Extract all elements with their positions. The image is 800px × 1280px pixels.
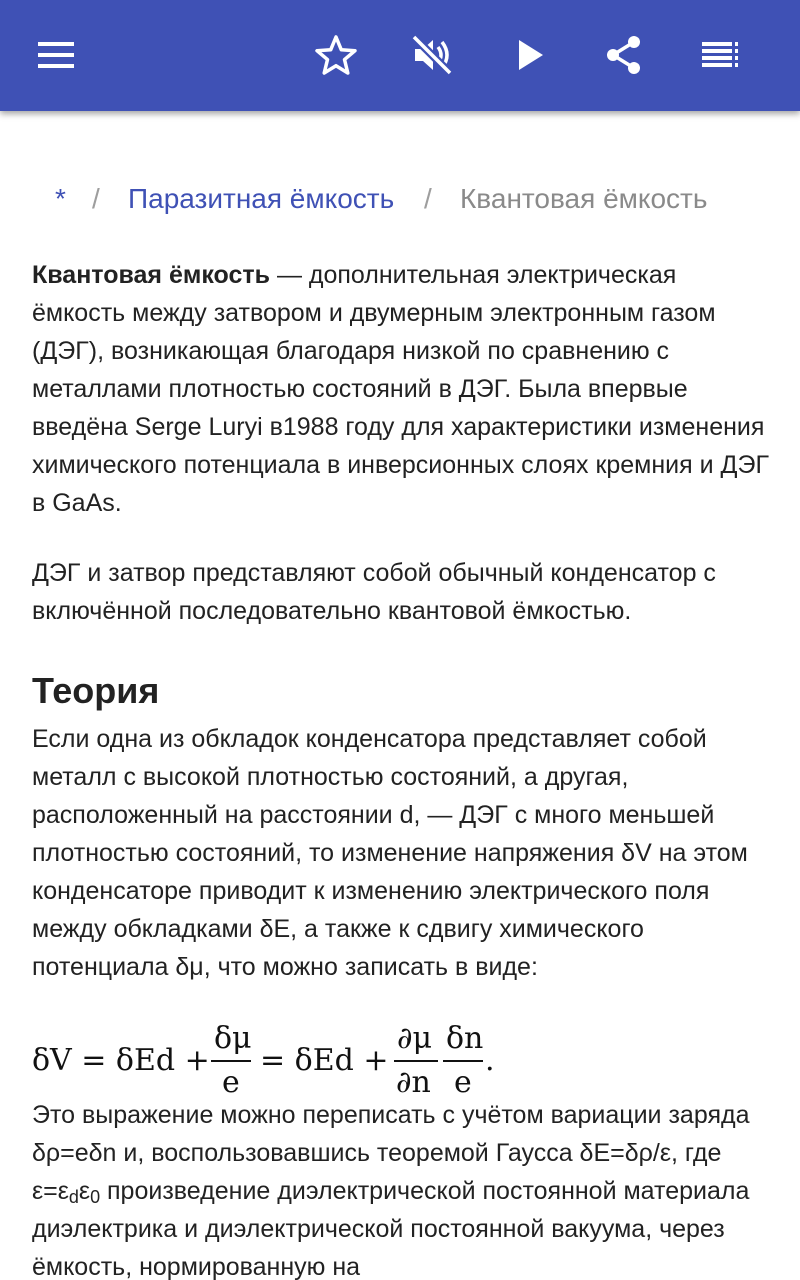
mute-button[interactable] xyxy=(404,27,460,83)
share-icon xyxy=(603,34,645,76)
section-heading: Теория xyxy=(32,670,160,711)
article-term: Квантовая ёмкость xyxy=(32,261,271,289)
intro-paragraph xyxy=(32,256,772,522)
intro-text-rest: ёмкость между затвором и двумерным электронным газом (ДЭГ), возникающая благодаря низкой по сравнению с металлами плотностью состояний в ДЭГ. Была впервые введёна Serge Luryi в1988 году для характеристики изменения химического потенциала в инверсионных слоях кремния и ДЭГ в GaAs. xyxy=(32,299,769,517)
star-icon xyxy=(315,34,357,76)
formula-numerator: ∂μ xyxy=(397,1021,433,1056)
breadcrumb-separator: / xyxy=(424,183,432,214)
breadcrumb xyxy=(0,179,800,219)
breadcrumb-home-link[interactable]: * xyxy=(55,183,66,214)
formula-denominator: ∂n xyxy=(396,1065,431,1100)
intro-text: — дополнительная электрическая xyxy=(270,261,677,289)
formula-numerator: δμ xyxy=(214,1021,252,1056)
paragraph-text: произведение диэлектрической постоянной материала диэлектрика и диэлектрической постоянной вакуума, через ёмкость, нормированную на xyxy=(32,1177,750,1280)
breadcrumb-separator: / xyxy=(92,183,100,214)
formula-end: . xyxy=(485,1043,495,1078)
paragraph-text: Это выражение можно переписать с учётом вариации заряда δρ=eδn и, воспользовавшись теоремой Гаусса δE=δρ/ε, где ε=ε xyxy=(32,1101,750,1205)
play-button[interactable] xyxy=(502,27,558,83)
formula-numerator: δn xyxy=(446,1021,484,1056)
breadcrumb-current: Квантовая ёмкость xyxy=(460,183,708,214)
share-button[interactable] xyxy=(596,27,652,83)
contents-button[interactable] xyxy=(692,27,748,83)
formula xyxy=(32,1013,772,1101)
fraction-bar xyxy=(211,1060,251,1062)
fraction-bar xyxy=(394,1060,438,1062)
favorite-button[interactable] xyxy=(308,27,364,83)
menu-icon xyxy=(36,35,76,75)
formula-lhs: δV = δEd + xyxy=(32,1043,210,1078)
menu-button[interactable] xyxy=(28,27,84,83)
paragraph: Если одна из обкладок конденсатора представляет собой металл с высокой плотностью состояний, а другая, расположенный на расстоянии d, — ДЭГ с много меньшей плотностью состояний, то изменение напряжения δV на этом конденсаторе приводит к изменению электрического поля между обкладками δE, а также к сдвигу химического потенциала δμ, что можно записать в виде: xyxy=(32,725,748,981)
app-toolbar xyxy=(0,0,800,111)
formula-mid: = δEd + xyxy=(260,1043,389,1078)
article-content xyxy=(0,111,800,1280)
formula-denominator: e xyxy=(454,1065,472,1100)
fraction-bar xyxy=(443,1060,483,1062)
subscript: d xyxy=(68,1187,79,1207)
paragraph-text: ε xyxy=(78,1177,91,1205)
formula-denominator: e xyxy=(222,1065,240,1100)
play-icon xyxy=(510,35,550,75)
list-icon xyxy=(700,35,740,75)
volume-off-icon xyxy=(411,34,453,76)
paragraph xyxy=(32,1096,772,1280)
paragraph: ДЭГ и затвор представляют собой обычный конденсатор с включённой последовательно квантовой ёмкостью. xyxy=(32,559,716,625)
breadcrumb-parent-link[interactable]: Паразитная ёмкость xyxy=(128,183,395,214)
subscript: 0 xyxy=(90,1187,101,1207)
